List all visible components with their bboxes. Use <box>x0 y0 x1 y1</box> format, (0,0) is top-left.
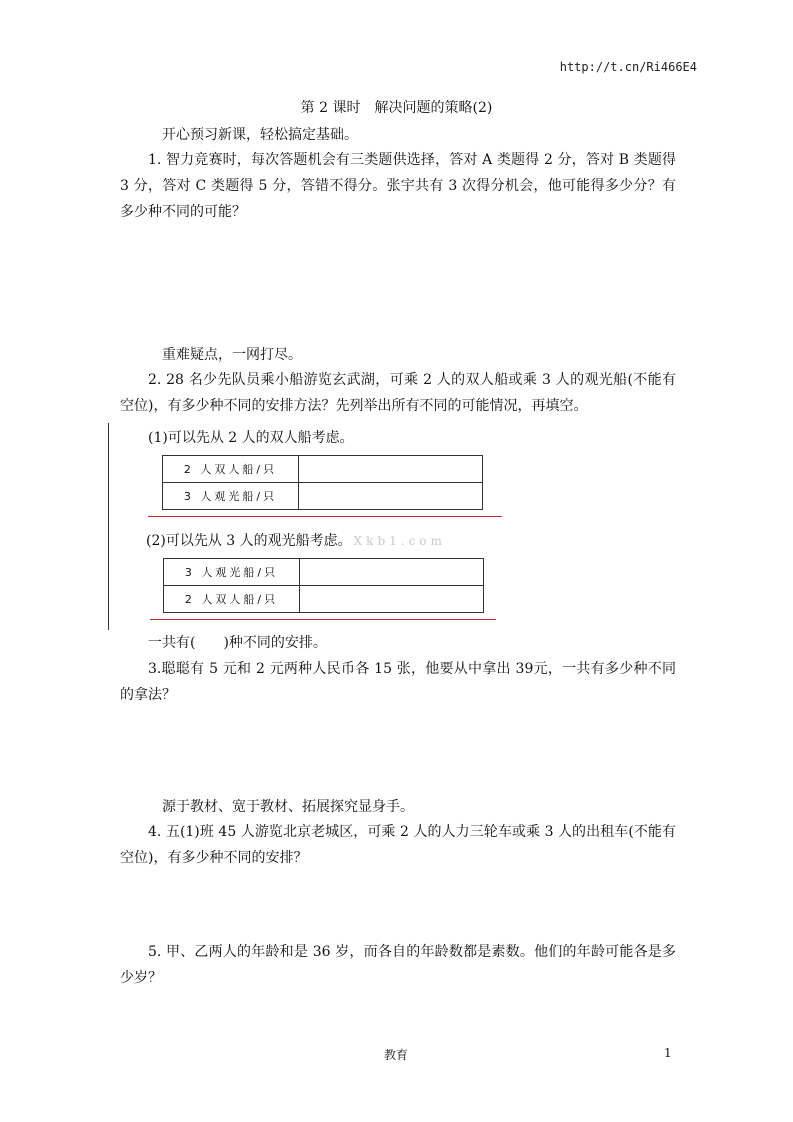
footer-text: 教育 <box>384 1048 409 1062</box>
margin-rule <box>108 423 109 630</box>
table-2 <box>163 558 484 613</box>
question-4: 4. 五(1)班 45 人游览北京老城区，可乘 2 人的人力三轮车或乘 3 人的出租车(不能有空位)，有多少种不同的安排？ <box>120 824 676 866</box>
table-2-row-1-label: 3 人观光船/只 <box>164 559 300 586</box>
question-2-part-2 <box>146 530 446 550</box>
red-rule-2 <box>150 619 496 620</box>
red-rule-1 <box>148 516 502 517</box>
section-heading-key-points: 重难疑点，一网打尽。 <box>162 347 302 363</box>
watermark-text: Xkb1.com <box>353 534 446 548</box>
table-1-row-2-value <box>299 483 483 510</box>
table-1-row-1-label: 2 人双人船/只 <box>163 456 299 483</box>
table-1-row-1-value <box>299 456 483 483</box>
table-2-row-2-label: 2 人双人船/只 <box>164 586 300 613</box>
page-number: 1 <box>664 1046 672 1060</box>
section-heading-preview: 开心预习新课，轻松搞定基础。 <box>162 127 358 143</box>
page-title: 第 2 课时 解决问题的策略(2) <box>300 100 493 116</box>
table-row <box>164 586 484 613</box>
table-row <box>163 483 483 510</box>
question-2-part-1: (1)可以先从 2 人的双人船考虑。 <box>148 430 354 446</box>
header-url: http://t.cn/Ri466E4 <box>559 60 697 74</box>
question-3: 3.聪聪有 5 元和 2 元两种人民币各 15 张，他要从中拿出 39元，一共有多少种不同的拿法？ <box>120 661 676 703</box>
table-1 <box>162 455 483 510</box>
question-2-part-2-text: (2)可以先从 3 人的观光船考虑。 <box>146 533 352 549</box>
table-row <box>164 559 484 586</box>
question-2-summary: 一共有( )种不同的安排。 <box>148 635 327 651</box>
table-2-row-1-value <box>300 559 484 586</box>
section-heading-extension: 源于教材、宽于教材、拓展探究显身手。 <box>162 799 414 815</box>
table-2-row-2-value <box>300 586 484 613</box>
question-2: 2. 28 名少先队员乘小船游览玄武湖，可乘 2 人的双人船或乘 3 人的观光船(不能有空位)，有多少种不同的安排方法？先列举出所有不同的可能情况，再填空。 <box>120 372 676 414</box>
table-row <box>163 456 483 483</box>
question-5: 5. 甲、乙两人的年龄和是 36 岁，而各自的年龄数都是素数。他们的年龄可能各是多少岁？ <box>120 944 676 986</box>
question-1: 1. 智力竞赛时，每次答题机会有三类题供选择，答对 A 类题得 2 分，答对 B 类题得 3 分，答对 C 类题得 5 分，答错不得分。张宇共有 3 次得分机会，他可能得多少分？有多少种不同的可能？ <box>120 152 676 220</box>
table-1-row-2-label: 3 人观光船/只 <box>163 483 299 510</box>
